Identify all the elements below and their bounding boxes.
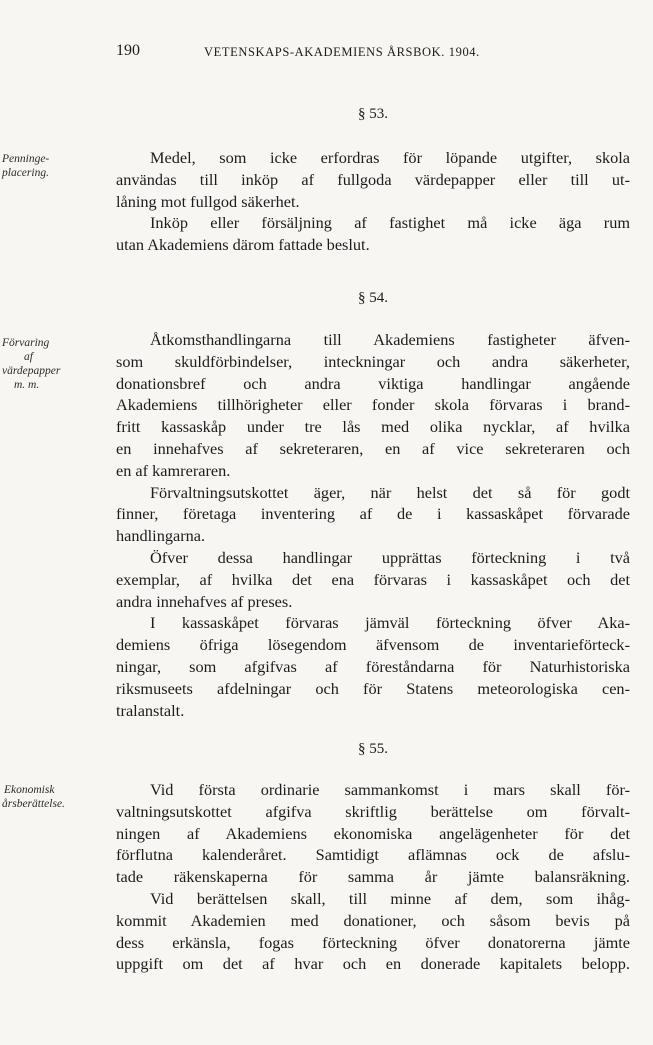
running-title: VETENSKAPS-AKADEMIENS ÅRSBOK. 1904. xyxy=(204,45,480,59)
section-heading-54: § 54. xyxy=(358,290,388,306)
text-line: en innehafves af sekreteraren, en af vice sekreteraren och xyxy=(116,438,630,458)
section-body-55 xyxy=(116,779,630,975)
text-line: Akademiens tillhörigheter eller fonder skola förvaras i brand- xyxy=(116,395,630,415)
text-line: andra innehafves af preses. xyxy=(116,591,293,611)
text-line: valtningsutskottet afgifva skriftlig berättelse om förvalt- xyxy=(116,801,630,821)
section-heading-55: § 55. xyxy=(358,741,388,757)
text-line: I kassaskåpet förvaras jämväl förteckning öfver Aka- xyxy=(150,613,630,633)
margin-note-line: Penninge- xyxy=(2,153,50,165)
text-line: dess erkänsla, fogas förteckning öfver donatorerna jämte xyxy=(116,932,630,952)
text-line: handlingarna. xyxy=(116,526,206,546)
section-body-53 xyxy=(116,147,630,256)
page-number: 190 xyxy=(116,42,140,59)
text-line: utan Akademiens därom fattade beslut. xyxy=(116,235,370,255)
margin-note-ekonomisk-arsberattelse xyxy=(2,783,114,811)
text-line: finner, företaga inventering af de i kassaskåpet förvarade xyxy=(116,504,630,524)
text-line: uppgift om det af hvar och en donerade kapitalets belopp. xyxy=(116,954,630,974)
section-heading-53: § 53. xyxy=(358,106,388,122)
text-line: som skuldförbindelser, inteckningar och andra säkerheter, xyxy=(116,351,630,371)
margin-note-line: m. m. xyxy=(14,379,40,391)
text-line: Medel, som icke erfordras för löpande utgifter, skola xyxy=(150,148,630,167)
text-line: Vid första ordinarie sammankomst i mars skall för- xyxy=(150,780,630,799)
text-line: exemplar, af hvilka det ena förvaras i kassaskåpet och det xyxy=(116,569,630,589)
margin-note-line: Förvaring xyxy=(2,337,50,349)
text-line: Öfver dessa handlingar upprättas förteckning i två xyxy=(150,547,630,567)
margin-note-penningeplacering xyxy=(2,152,114,180)
page-header xyxy=(116,42,630,66)
margin-note-line: Ekonomisk xyxy=(4,784,55,796)
margin-note-line: af xyxy=(24,351,33,363)
text-line: Åtkomsthandlingarna till Akademiens fastigheter äfven- xyxy=(150,330,630,349)
section-body-54 xyxy=(116,329,630,721)
text-line: donationsbref och andra viktiga handlingar angående xyxy=(116,373,630,393)
text-line: Inköp eller försäljning af fastighet må icke äga rum xyxy=(150,213,630,233)
text-line: riksmuseets afdelningar och för Statens meteorologiska cen- xyxy=(116,678,630,698)
margin-note-line: årsberättelse. xyxy=(2,798,65,810)
text-line: ningar, som afgifvas af föreståndarna för Naturhistoriska xyxy=(116,656,630,676)
margin-note-line: värdepapper xyxy=(2,365,61,377)
text-line: Förvaltningsutskottet äger, när helst det så för godt xyxy=(150,482,630,502)
margin-note-line: placering. xyxy=(2,167,49,179)
text-line: tralanstalt. xyxy=(116,700,185,720)
text-line: en af kamreraren. xyxy=(116,460,231,480)
margin-note-forvaring xyxy=(2,336,114,392)
text-line: Vid berättelsen skall, till minne af dem, som ihåg- xyxy=(150,888,630,908)
text-line: fritt kassaskåp under tre lås med olika nycklar, af hvilka xyxy=(116,417,630,437)
text-line: ningen af Akademiens ekonomiska angelägenheter för det xyxy=(116,823,630,843)
text-line: kommit Akademien med donationer, och såsom bevis på xyxy=(116,910,630,930)
text-line: förflutna kalenderåret. Samtidigt aflämnas ock de afslu- xyxy=(116,845,630,865)
text-line: demiens öfriga lösegendom äfvensom de inventarieförteck- xyxy=(116,635,630,655)
text-line: användas till inköp af fullgoda värdepapper eller till ut- xyxy=(116,169,630,189)
text-line: låning mot fullgod säkerhet. xyxy=(116,191,300,211)
text-line: tade räkenskaperna för samma år jämte balansräkning. xyxy=(116,867,630,887)
